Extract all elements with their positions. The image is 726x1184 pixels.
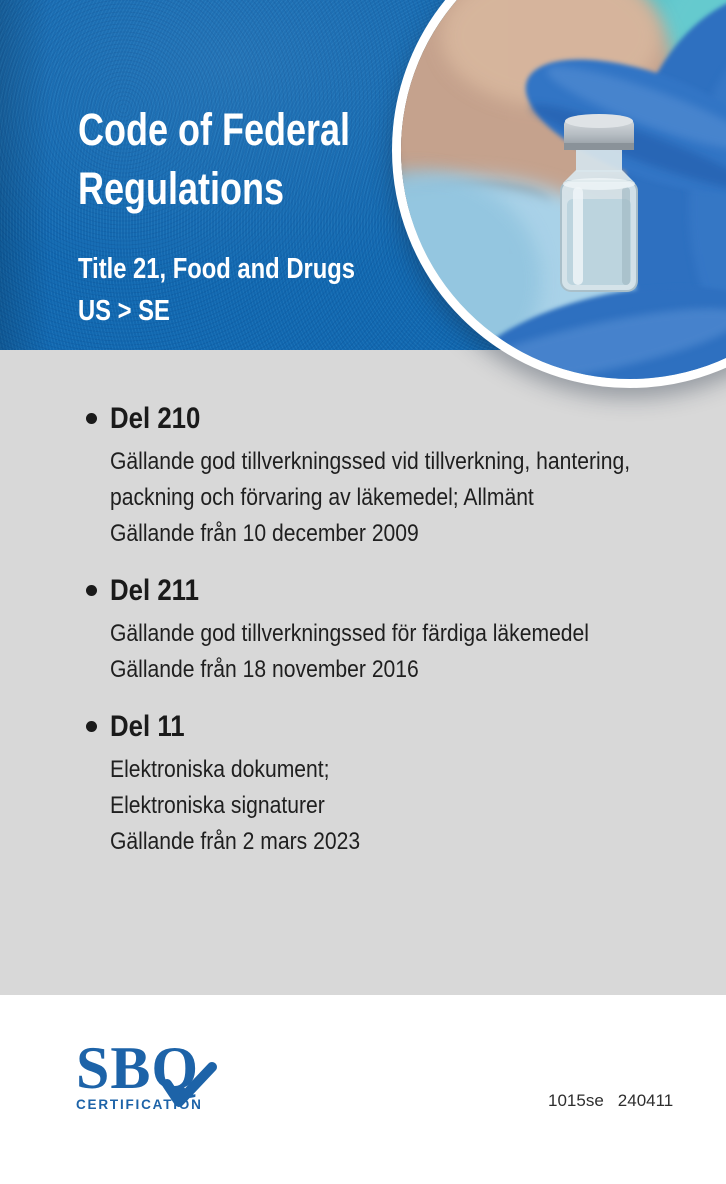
part-description-line <box>110 616 726 652</box>
part-description-text: Gällande god tillverkningssed vid tillverkning, hantering, <box>110 448 631 475</box>
print-code <box>548 1091 673 1111</box>
sbq-logo <box>76 1035 296 1120</box>
part-heading <box>110 402 726 436</box>
bullet-icon <box>86 721 97 732</box>
cover-title-text-1: Code of Federal <box>78 104 351 155</box>
part-description-text: Elektroniska dokument; <box>110 756 330 783</box>
cover-subtitle <box>78 248 418 290</box>
part-heading-text: Del 210 <box>110 402 201 435</box>
cover-title-line-1 <box>78 100 418 159</box>
part-heading <box>110 574 726 608</box>
part-description-line <box>110 444 726 480</box>
print-code-right: 240411 <box>617 1091 674 1110</box>
print-code-left: 1015se <box>548 1091 604 1110</box>
bullet-icon <box>86 585 97 596</box>
cover-heading-block <box>78 100 418 332</box>
part-description-text: Gällande god tillverkningssed för färdiga läkemedel <box>110 620 589 647</box>
list-item-del-210 <box>110 402 726 552</box>
part-effective-date-line <box>110 652 726 688</box>
part-heading <box>110 710 726 744</box>
sbq-logo-subtext: CERTIFICATION <box>76 1097 203 1112</box>
sbq-logo-text: SBQ <box>76 1035 200 1101</box>
list-item-del-211 <box>110 574 726 688</box>
footer <box>0 995 726 1184</box>
part-description-line <box>110 788 726 824</box>
cover-title-line-2 <box>78 159 418 218</box>
cover-title-text-2: Regulations <box>78 163 285 214</box>
part-description-line <box>110 480 726 516</box>
parts-list <box>0 350 726 860</box>
part-heading-text: Del 211 <box>110 574 199 607</box>
part-heading-text: Del 11 <box>110 710 185 743</box>
part-effective-date-text: Gällande från 18 november 2016 <box>110 656 419 683</box>
cover-subtitle-text: Title 21, Food and Drugs <box>78 253 356 285</box>
checkmark-icon <box>160 1062 220 1110</box>
part-effective-date-text: Gällande från 10 december 2009 <box>110 520 419 547</box>
language-route <box>78 290 418 332</box>
bullet-icon <box>86 413 97 424</box>
part-description-text: Elektroniska signaturer <box>110 792 325 819</box>
language-route-text: US > SE <box>78 295 170 327</box>
list-item-del-11 <box>110 710 726 860</box>
contents-panel <box>0 350 726 995</box>
part-description-line <box>110 752 726 788</box>
part-effective-date-line <box>110 824 726 860</box>
part-description-text: packning och förvaring av läkemedel; Allmänt <box>110 484 534 511</box>
part-effective-date-text: Gällande från 2 mars 2023 <box>110 828 361 855</box>
part-effective-date-line <box>110 516 726 552</box>
